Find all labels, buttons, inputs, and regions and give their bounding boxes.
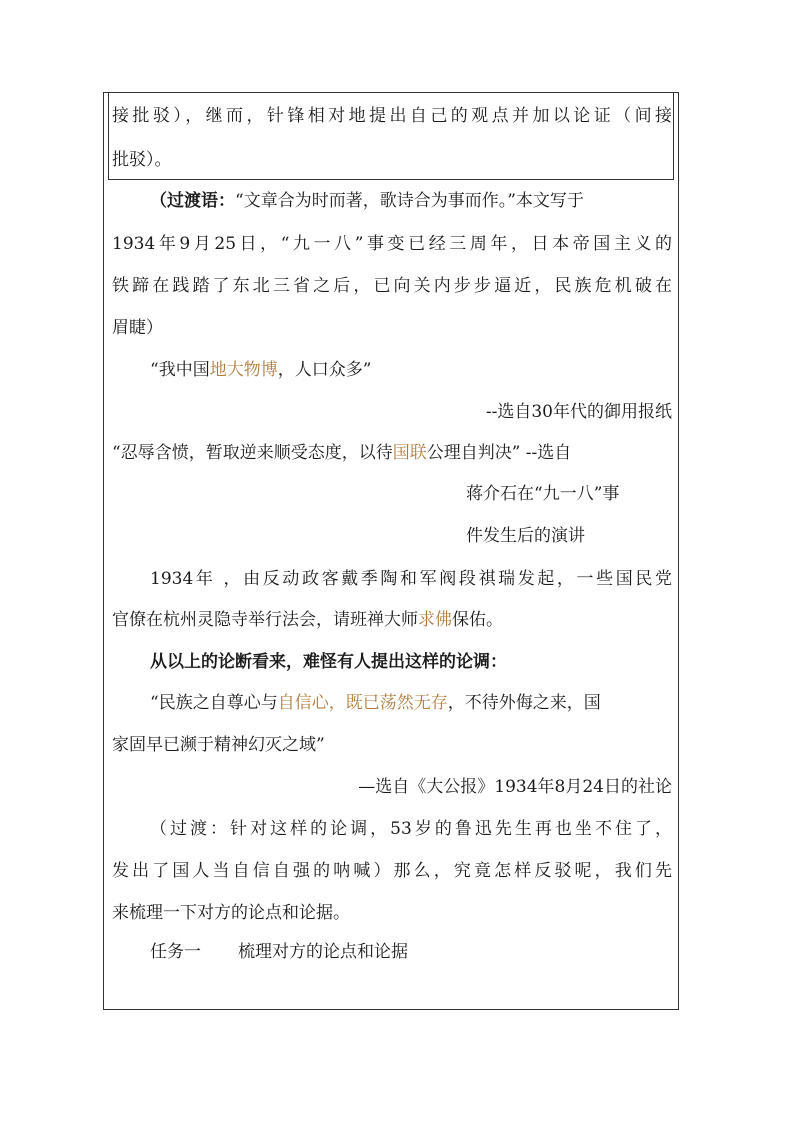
transition2-line2: 发出了国人当自信自强的呐喊）那么，究竟怎样反驳呢，我们先 <box>112 861 672 881</box>
box-line-2: 批驳）。 <box>112 150 172 170</box>
transition1-line2: 1934年9月25日，“九一八”事变已经三周年，日本帝国主义的 <box>112 234 672 254</box>
quote3-highlight: 自信心，既已荡然无存 <box>277 693 448 713</box>
quote1-highlight: 地大物博 <box>209 360 278 380</box>
event-line1: 1934年 ，由反动政客戴季陶和军阀段祺瑞发起，一些国民党 <box>150 569 672 589</box>
quote2-text: “忍辱含愤，暂取逆来顺受态度，以待国联公理自判决” --选自 <box>112 443 572 463</box>
quote3-source: —选自《大公报》1934年8月24日的社论 <box>358 777 672 797</box>
transition1-text: “文章合为时而著，歌诗合为事而作。”本文写于 <box>235 191 584 211</box>
quote3-line2: 家固早已濒于精神幻灭之域” <box>112 735 325 755</box>
transition1-label: （过渡语 <box>150 191 218 211</box>
quote2-source-line1: 蒋介石在“九一八”事 <box>466 484 620 504</box>
transition2-line1: （过渡：针对这样的论调，53岁的鲁迅先生再也坐不住了， <box>150 819 672 839</box>
task-title: 梳理对方的论点和论据 <box>238 942 408 962</box>
quote1-source: --选自30年代的御用报纸 <box>485 402 672 422</box>
event-highlight: 求佛 <box>418 610 452 630</box>
transition1-line3: 铁蹄在践踏了东北三省之后，已向关内步步逼近，民族危机破在 <box>112 276 672 296</box>
transition2-line3: 来梳理一下对方的论点和论据。 <box>112 903 350 923</box>
transition1-line4: 眉睫） <box>112 318 163 338</box>
task-label: 任务一 <box>150 942 201 962</box>
box-line-1: 接批驳），继而，针锋相对地提出自己的观点并加以论证（间接 <box>112 106 672 126</box>
quote3-text: “民族之自尊心与自信心，既已荡然无存，不待外侮之来，国 <box>150 693 601 713</box>
bold-intro: 从以上的论断看来，难怪有人提出这样的论调： <box>150 652 507 672</box>
event-line2: 官僚在杭州灵隐寺举行法会，请班禅大师求佛保佑。 <box>112 610 503 630</box>
quote2-source-line2: 件发生后的演讲 <box>466 526 585 546</box>
quote2-highlight: 国联 <box>392 443 427 463</box>
quote1-text: “我中国地大物博，人口众多” <box>150 360 372 380</box>
transition1-line1: （过渡语：“文章合为时而著，歌诗合为事而作。”本文写于 <box>150 191 584 211</box>
